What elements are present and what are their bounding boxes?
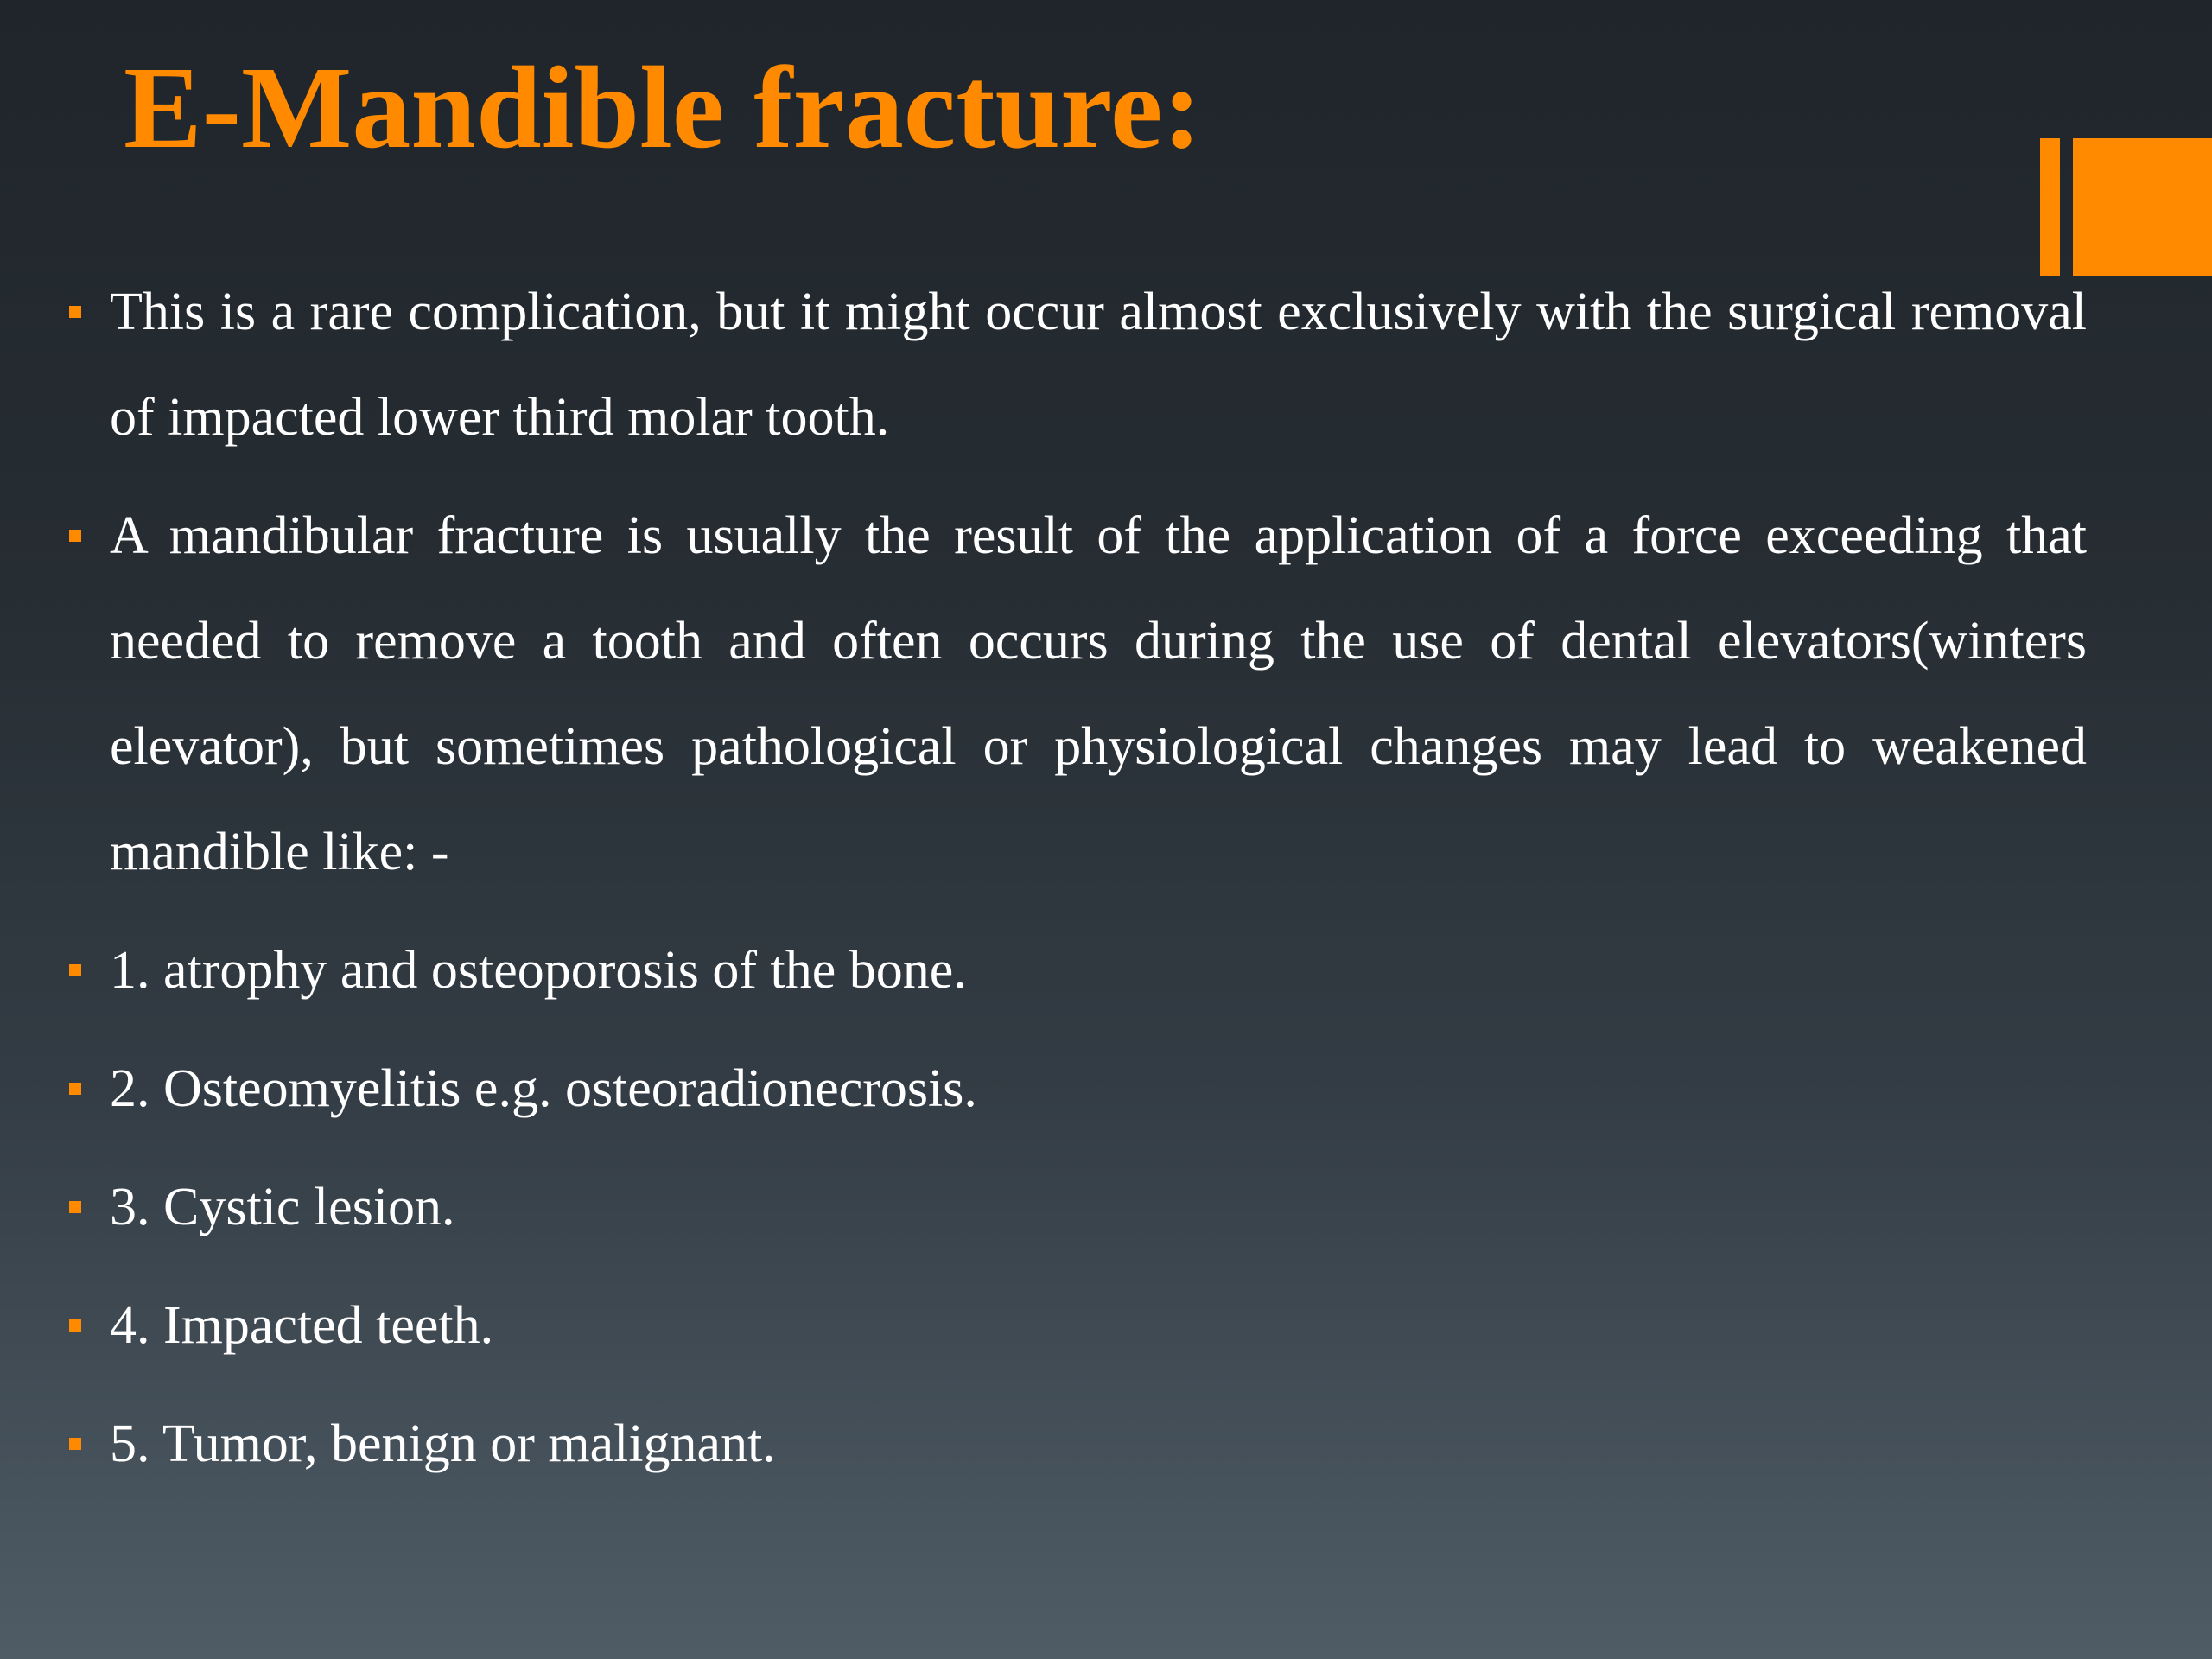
bullet-item <box>0 1154 2087 1260</box>
bullet-square-icon <box>69 306 81 318</box>
slide-content <box>0 259 2212 1510</box>
bullet-list <box>0 259 2212 1497</box>
bullet-text: 2. Osteomyelitis e.g. osteoradionecrosis. <box>110 1059 977 1118</box>
bullet-square-icon <box>69 1438 81 1450</box>
bullet-text: 5. Tumor, benign or malignant. <box>110 1414 776 1473</box>
bullet-text: 1. atrophy and osteoporosis of the bone. <box>110 941 967 1000</box>
bullet-item <box>0 1036 2087 1141</box>
bullet-text: A mandibular fracture is usually the result of the application of a force exceeding that needed to remove a tooth and often occurs during the use of dental elevators(winters elevator), but sometimes pathological or physiological changes may lead to weakened mandible like: - <box>110 506 2087 881</box>
bullet-item <box>0 483 2087 905</box>
bullet-item <box>0 1273 2087 1378</box>
accent-bar-thick <box>2073 138 2212 276</box>
bullet-square-icon <box>69 1083 81 1095</box>
accent-bar-thin <box>2040 138 2060 276</box>
bullet-text: 3. Cystic lesion. <box>110 1178 455 1236</box>
bullet-text: 4. Impacted teeth. <box>110 1296 494 1355</box>
slide-title: E-Mandible fracture: <box>124 43 1202 173</box>
bullet-square-icon <box>69 1201 81 1213</box>
bullet-square-icon <box>69 964 81 976</box>
bullet-square-icon <box>69 1319 81 1332</box>
bullet-item <box>0 1391 2087 1497</box>
bullet-item <box>0 918 2087 1023</box>
bullet-square-icon <box>69 530 81 542</box>
bullet-text: This is a rare complication, but it might occur almost exclusively with the surgical removal of impacted lower third molar tooth. <box>110 283 2087 447</box>
bullet-item <box>0 259 2087 470</box>
